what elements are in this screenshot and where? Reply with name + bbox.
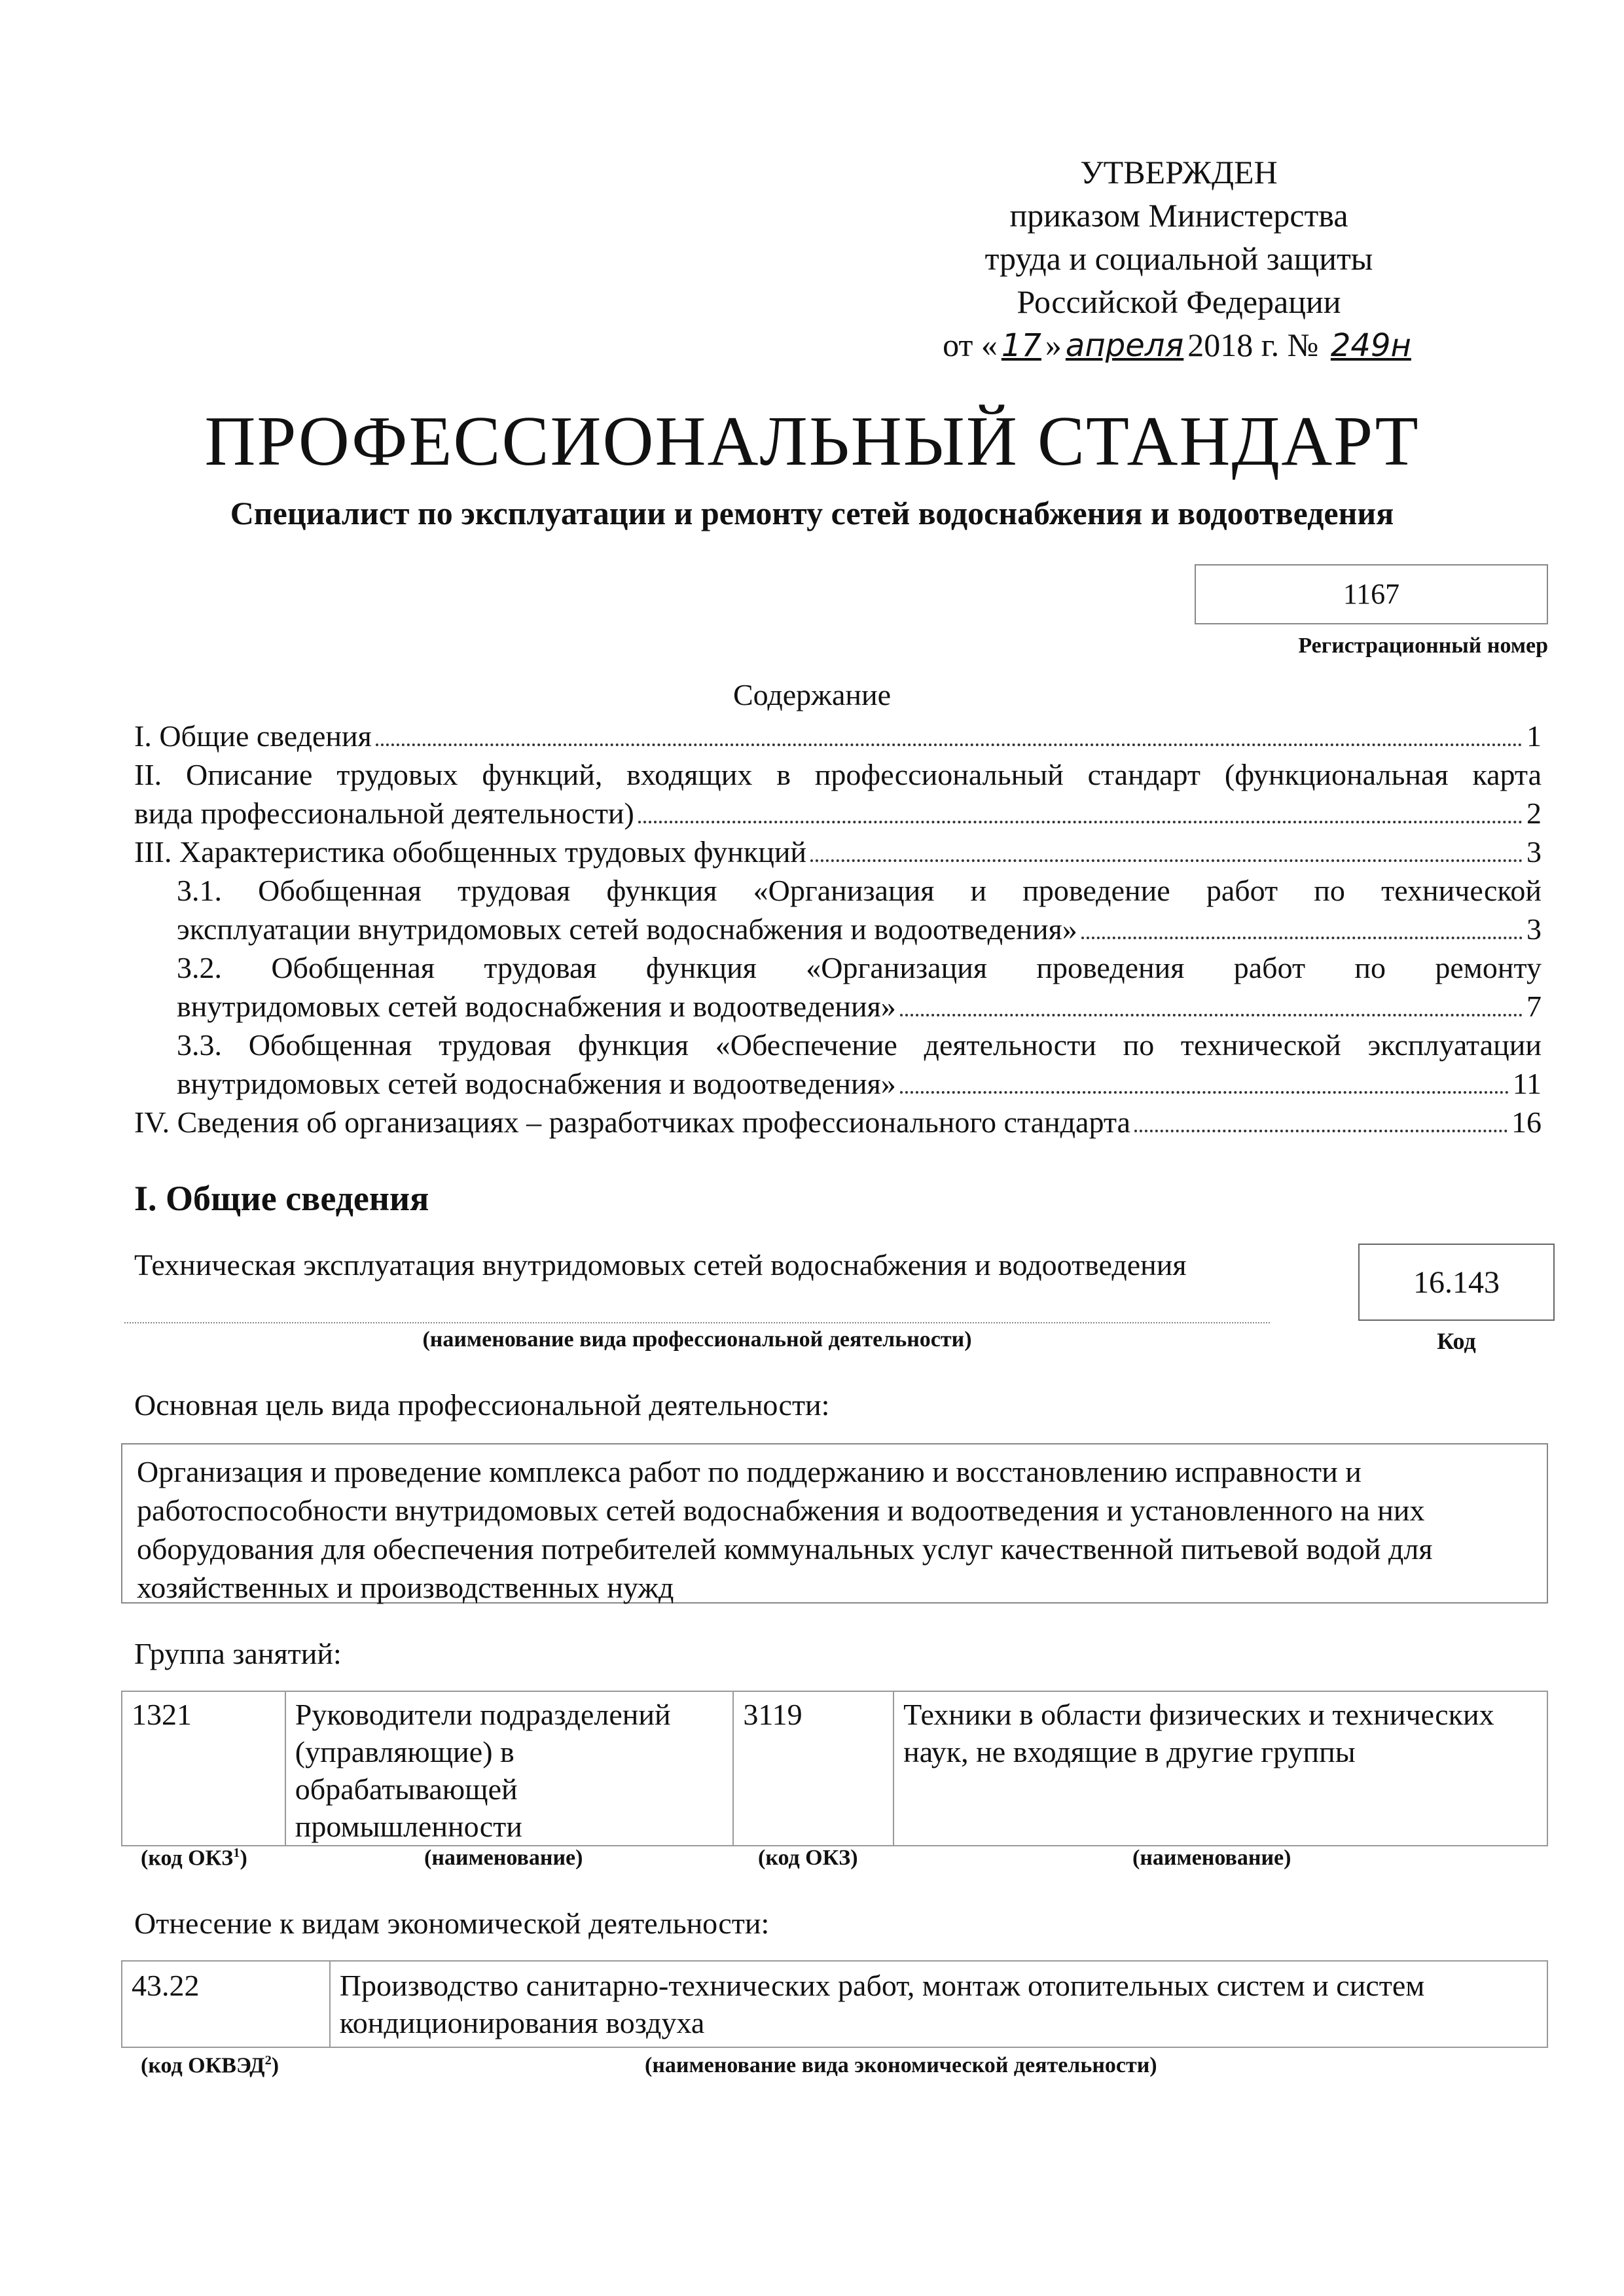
approval-block: [930, 151, 1428, 367]
activity-caption: (наименование вида профессиональной деятельности): [422, 1327, 972, 1352]
caption-name: (наименование): [424, 1846, 583, 1870]
toc-page: 1: [1526, 719, 1542, 753]
approval-date: [930, 323, 1428, 367]
occupation-group-table: [121, 1691, 1548, 1846]
okved-table: [121, 1960, 1548, 2048]
handwritten-month: апреля: [1065, 327, 1184, 364]
table-cell: 1321: [122, 1691, 285, 1846]
table-cell: 43.22: [122, 1961, 330, 2047]
table-row: [122, 1961, 1547, 2047]
table-cell: Производство санитарно-технических работ, монтаж отопительных систем и систем кондиционирования воздуха: [330, 1961, 1547, 2047]
toc-entry[interactable]: I. Общие сведения 1: [134, 717, 1542, 755]
goal-label: Основная цель вида профессиональной деятельности:: [134, 1388, 830, 1422]
handwritten-order-number: 249н: [1330, 327, 1411, 364]
activity-code-caption: Код: [1437, 1328, 1476, 1354]
toc-page: 11: [1512, 1067, 1542, 1100]
toc-page: 3: [1526, 912, 1542, 946]
caption-okved-code: (код ОКВЭД$^2$): [141, 2053, 280, 2078]
toc-page: 3: [1526, 835, 1542, 869]
activity-underline: [124, 1322, 1270, 1323]
caption-okz-code: (код ОКЗ$^1$): [141, 1846, 247, 1871]
toc-title: Содержание: [732, 678, 892, 711]
caption-name: (наименование): [1132, 1846, 1291, 1870]
activity-code-box: 16.143: [1358, 1244, 1555, 1321]
table-cell: Руководители подразделений (управляющие) в обрабатывающей промышленности: [285, 1691, 734, 1846]
table-row: [122, 1691, 1547, 1846]
occupation-group-label: Группа занятий:: [134, 1637, 342, 1670]
approval-line: труда и социальной защиты: [984, 240, 1373, 277]
date-close: »: [1045, 327, 1062, 363]
table-cell: Техники в области физических и технических наук, не входящие в другие группы: [893, 1691, 1547, 1846]
table-of-contents: [134, 717, 1542, 1141]
caption-okz-code: (код ОКЗ): [758, 1846, 858, 1870]
toc-entry[interactable]: IV. Сведения об организациях – разработчиках профессионального стандарта 16: [134, 1103, 1542, 1141]
toc-entry[interactable]: 3.1. Обобщенная трудовая функция «Организация и проведение работ по технической эксплуатации внутридомовых сетей водоснабжения и водоотведения» 3: [134, 871, 1542, 948]
toc-entry[interactable]: 3.3. Обобщенная трудовая функция «Обеспечение деятельности по технической эксплуатации внутридомовых сетей водоснабжения и водоотведения» 11: [134, 1026, 1542, 1103]
activity-name: Техническая эксплуатация внутридомовых сетей водоснабжения и водоотведения: [134, 1248, 1187, 1282]
toc-page: 16: [1511, 1105, 1542, 1139]
document-subtitle: Специалист по эксплуатации и ремонту сетей водоснабжения и водоотведения: [230, 495, 1394, 531]
handwritten-day: 17: [1001, 327, 1041, 364]
document-title: ПРОФЕССИОНАЛЬНЫЙ СТАНДАРТ: [204, 403, 1420, 480]
year-text: 2018 г. №: [1187, 327, 1319, 363]
table-cell: 3119: [733, 1691, 893, 1846]
date-prefix: от «: [943, 327, 998, 363]
approval-line: УТВЕРЖДЕН: [1080, 154, 1278, 190]
toc-page: 2: [1526, 797, 1542, 830]
section-heading: I. Общие сведения: [134, 1179, 429, 1218]
okved-label: Отнесение к видам экономической деятельности:: [134, 1907, 770, 1940]
approval-line: приказом Министерства: [1009, 197, 1348, 234]
goal-text-box: Организация и проведение комплекса работ по поддержанию и восстановлению исправности и работоспособности внутридомовых сетей водоснабжения и водоотведения и установленного на них оборудования для обеспечения потребителей коммунальных услуг качественной питьевой водой для хозяйственных и производственных нужд: [121, 1443, 1548, 1604]
caption-okved-name: (наименование вида экономической деятельности): [645, 2053, 1157, 2077]
toc-entry[interactable]: III. Характеристика обобщенных трудовых функций 3: [134, 833, 1542, 871]
toc-entry[interactable]: II. Описание трудовых функций, входящих в профессиональный стандарт (функциональная карта вида профессиональной деятельности) 2: [134, 755, 1542, 833]
registration-number-box: 1167: [1195, 564, 1548, 624]
toc-entry[interactable]: 3.2. Обобщенная трудовая функция «Организация проведения работ по ремонту внутридомовых сетей водоснабжения и водоотведения» 7: [134, 948, 1542, 1026]
toc-page: 7: [1526, 990, 1542, 1023]
registration-number-label: Регистрационный номер: [1298, 634, 1548, 658]
approval-line: Российской Федерации: [1017, 283, 1341, 320]
